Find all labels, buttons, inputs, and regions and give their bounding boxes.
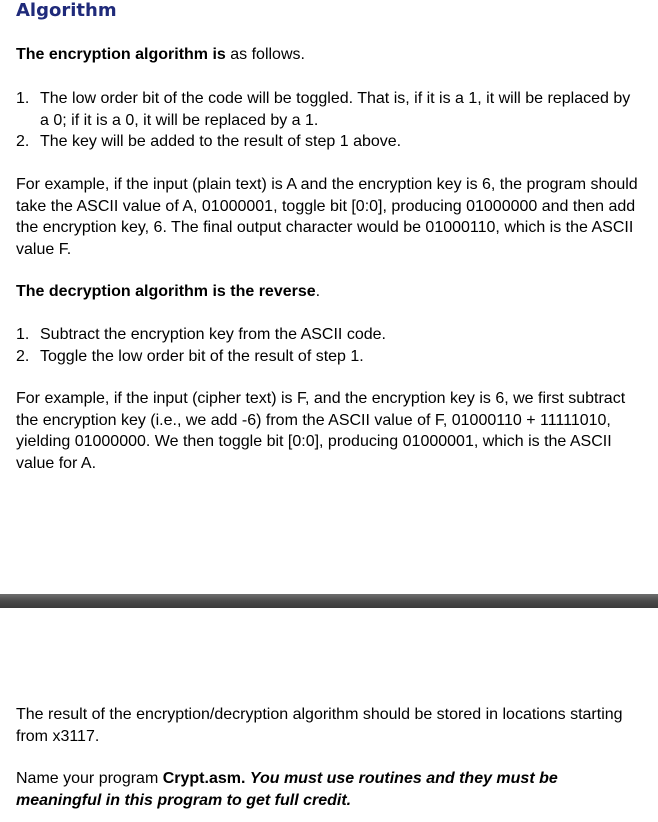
list-number: 2. bbox=[16, 133, 30, 150]
list-item bbox=[16, 324, 642, 346]
decryption-intro-bold: The decryption algorithm is the reverse bbox=[16, 283, 316, 300]
encryption-steps-list bbox=[16, 88, 642, 153]
list-text: Toggle the low order bit of the result of step 1. bbox=[40, 347, 364, 365]
storage-note: The result of the encryption/decryption algorithm should be stored in locations starting from x3117. bbox=[16, 706, 623, 745]
list-item bbox=[16, 346, 642, 368]
decryption-steps-list bbox=[16, 324, 642, 367]
encryption-intro bbox=[16, 44, 642, 66]
program-note-prefix: Name your program bbox=[16, 770, 163, 787]
decryption-example: For example, if the input (cipher text) is F, and the encryption key is 6, we first subtract the encryption key (i.e., we add -6) from the ASCII value of F, 01000110 + 11111010, yielding 01000000. We then toggle bit [0:0], producing 01000001, which is the ASCII value for A. bbox=[16, 390, 626, 472]
decryption-intro-rest: . bbox=[315, 283, 321, 300]
section-heading: Algorithm bbox=[16, 0, 117, 21]
encryption-intro-bold: The encryption algorithm is bbox=[16, 46, 226, 63]
page-divider bbox=[0, 594, 658, 608]
program-note bbox=[16, 768, 642, 811]
list-text: The key will be added to the result of step 1 above. bbox=[40, 133, 402, 150]
encryption-example: For example, if the input (plain text) is A and the encryption key is 6, the program should take the ASCII value of A, 01000001, toggle bit [0:0], producing 01000000 and then add the encryption key, 6. The final output character would be 01000110, which is the ASCII value F. bbox=[16, 176, 638, 258]
list-text: The low order bit of the code will be toggled. That is, if it is a 1, it will be replaced by a 0; if it is a 0, it will be replaced by a 1. bbox=[40, 90, 631, 129]
list-text: Subtract the encryption key from the ASCII code. bbox=[40, 326, 386, 343]
list-item bbox=[16, 131, 642, 153]
program-filename: Crypt.asm. bbox=[162, 770, 246, 787]
list-item bbox=[16, 88, 642, 131]
list-number: 2. bbox=[16, 347, 30, 365]
decryption-intro bbox=[16, 281, 642, 303]
list-number: 1. bbox=[16, 326, 30, 343]
encryption-intro-rest: as follows. bbox=[225, 46, 305, 63]
program-requirement: You must use routines and they must be meaningful in this program to get full credit. bbox=[16, 770, 558, 809]
list-number: 1. bbox=[16, 90, 30, 107]
